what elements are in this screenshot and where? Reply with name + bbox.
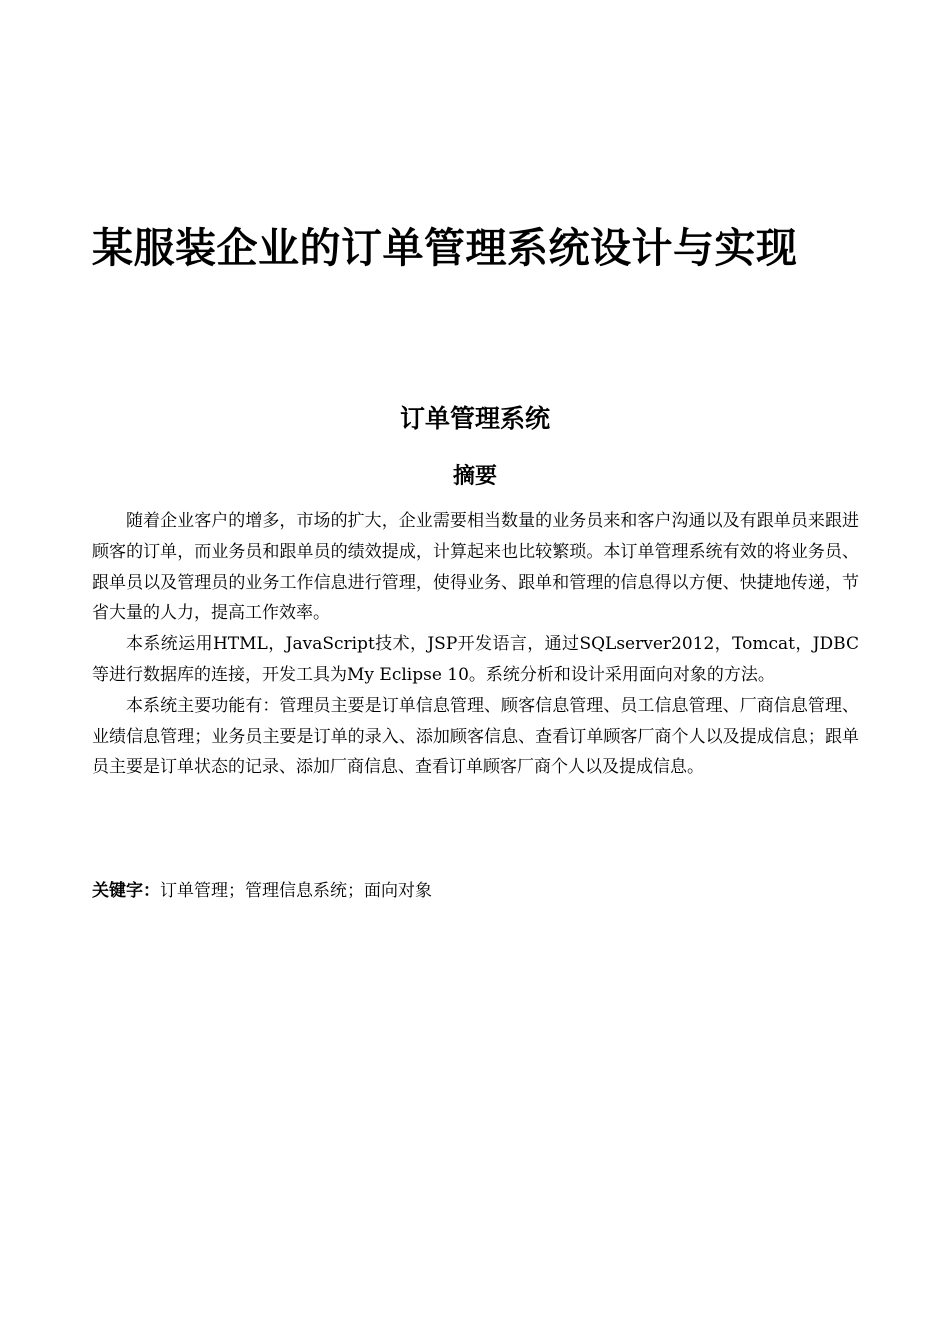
abstract-paragraph: 随着企业客户的增多，市场的扩大，企业需要相当数量的业务员来和客户沟通以及有跟单员来跟进顾客的订单，而业务员和跟单员的绩效提成，计算起来也比较繁琐。本订单管理系统有效的将业务员、跟单员以及管理员的业务工作信息进行管理，使得业务、跟单和管理的信息得以方便、快捷地传递，节省大量的人力，提高工作效率。 <box>92 511 859 624</box>
abstract-heading: 摘要 <box>452 464 497 489</box>
abstract-body <box>92 506 859 783</box>
keywords-line <box>92 876 859 906</box>
abstract-paragraph: 本系统主要功能有：管理员主要是订单信息管理、顾客信息管理、员工信息管理、厂商信息管理、业绩信息管理；业务员主要是订单的录入、添加顾客信息、查看订单顾客厂商个人以及提成信息；跟单员主要是订单状态的记录、添加厂商信息、查看订单顾客厂商个人以及提成信息。 <box>92 695 859 778</box>
keywords-label: 关键字： <box>92 881 160 901</box>
abstract-paragraph: 本系统运用HTML，JavaScript技术，JSP开发语言，通过SQLserver2012，Tomcat，JDBC等进行数据库的连接，开发工具为My Eclipse 10。系统分析和设计采用面向对象的方法。 <box>92 634 859 685</box>
keywords-text: 订单管理；管理信息系统；面向对象 <box>160 881 432 901</box>
document-title: 某服装企业的订单管理系统设计与实现 <box>92 224 798 272</box>
document-subtitle: 订单管理系统 <box>399 404 550 433</box>
